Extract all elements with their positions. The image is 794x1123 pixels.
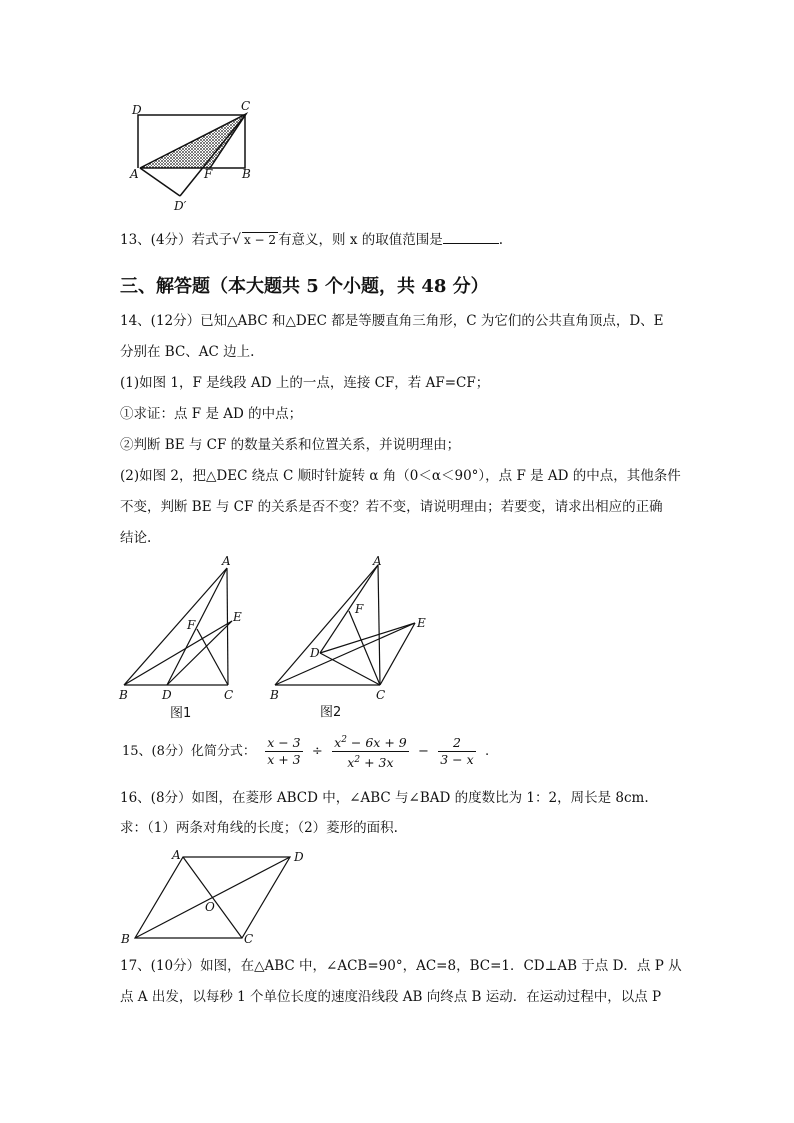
q15-frac2-den: $x^2 + 3x$: [347, 755, 394, 771]
fig1-label-A: A: [222, 555, 231, 568]
label-B: B: [242, 167, 251, 181]
q16-label-C: C: [244, 932, 254, 946]
segment-DC: [320, 653, 380, 685]
q16-label-A: A: [172, 848, 181, 862]
fig2-label-D: D: [310, 646, 320, 660]
segment-AD: [320, 565, 378, 653]
q13-suffix: .: [498, 232, 504, 248]
q14-line3: (1)如图 1，F 是线段 AD 上的一点，连接 CF，若 AF=CF；: [120, 375, 490, 391]
segment-AC: [378, 565, 380, 685]
segment-CF: [197, 629, 228, 685]
q16-line1: 16、(8分）如图，在菱形 ABCD 中，∠ABC 与∠BAD 的度数比为 1：2，周长是 8cm.: [120, 790, 649, 806]
label-D-prime: D′: [174, 199, 187, 212]
question-15: [120, 732, 491, 771]
shaded-triangle: [140, 114, 246, 168]
label-D: D: [132, 103, 142, 117]
q15-prefix: 15、(8分）化简分式：: [122, 743, 256, 759]
q14-line6: (2)如图 2，把△DEC 绕点 C 顺时针旋转 α 角（0＜α＜90°），点 F 是 AD 的中点，其他条件: [120, 468, 681, 484]
fig1-label-D: D: [162, 688, 172, 702]
answer-blank: [443, 229, 499, 244]
q15-fraction-2: [332, 732, 409, 771]
fig2-caption: 图2: [320, 705, 342, 720]
question-13: [120, 229, 503, 250]
q15-frac3-num: 2: [438, 735, 475, 752]
fig1-label-C: C: [224, 688, 234, 702]
fig2-label-E: E: [417, 616, 426, 630]
q15-frac3-den: 3 − x: [440, 752, 474, 768]
segment-BA: [275, 565, 378, 685]
q14-figure-1: [115, 555, 250, 725]
q13-prefix: 13、(4分）若式子: [120, 232, 233, 248]
top-figure: [128, 100, 258, 212]
label-F: F: [204, 167, 213, 181]
q17-line1: 17、(10分）如图，在△ABC 中，∠ACB=90°，AC=8，BC=1．CD⊥AB 于点 D．点 P 从: [120, 958, 682, 974]
q16-label-D: D: [294, 850, 304, 864]
segment-BE: [124, 621, 232, 685]
q15-op2: −: [418, 743, 429, 759]
q14-line8: 结论.: [120, 530, 152, 546]
fig2-label-C: C: [376, 688, 386, 702]
q13-radicand: x − 2: [243, 233, 277, 247]
q15-op1: ÷: [311, 743, 323, 759]
fig2-label-B: B: [270, 688, 279, 702]
q13-middle: 有意义，则 x 的取值范围是: [278, 232, 443, 248]
segment-CF: [349, 611, 380, 685]
fig2-label-A: A: [373, 555, 382, 568]
q16-rhombus-figure: [118, 845, 318, 950]
diagonal-BD: [135, 857, 290, 938]
q14-figure-2: [265, 555, 435, 725]
fig2-label-F: F: [355, 602, 364, 616]
q15-suffix: .: [484, 743, 490, 759]
q14-line4: ①求证：点 F 是 AD 的中点；: [120, 406, 303, 422]
label-C: C: [241, 100, 251, 113]
fold-line-ad: [140, 168, 180, 196]
q14-line1: 14、(12分）已知△ABC 和△DEC 都是等腰直角三角形，C 为它们的公共直角顶点，D、E: [120, 313, 664, 329]
q16-line2: 求：（1）两条对角线的长度；（2）菱形的面积.: [120, 820, 398, 836]
q15-frac1-den: x + 3: [267, 752, 301, 768]
fig1-label-F: F: [187, 618, 196, 632]
q16-label-O: O: [205, 900, 215, 914]
fig1-caption: 图1: [170, 706, 192, 721]
fig1-label-B: B: [119, 688, 128, 702]
q17-line2: 点 A 出发，以每秒 1 个单位长度的速度沿线段 AB 向终点 B 运动．在运动过程中，以点 P: [120, 989, 662, 1005]
q16-label-B: B: [121, 932, 130, 946]
q14-line7: 不变，判断 BE 与 CF 的关系是否不变？若不变，请说明理由；若要变，请求出相应的正确: [120, 499, 663, 515]
fig1-label-E: E: [233, 610, 242, 624]
label-A: A: [130, 167, 139, 181]
q15-fraction-3: [438, 735, 475, 768]
sqrt-icon: √: [232, 232, 241, 248]
q15-frac2-num: $x^2 - 6x + 9$: [332, 732, 409, 752]
q15-fraction-1: [265, 735, 302, 768]
section-3-heading: 三、解答题（本大题共 5 个小题，共 48 分）: [120, 276, 489, 297]
q15-frac1-num: x − 3: [267, 735, 301, 751]
q14-line5: ②判断 BE 与 CF 的数量关系和位置关系，并说明理由；: [120, 437, 461, 453]
segment-BE: [275, 623, 415, 685]
q14-line2: 分别在 BC、AC 边上.: [120, 344, 255, 360]
